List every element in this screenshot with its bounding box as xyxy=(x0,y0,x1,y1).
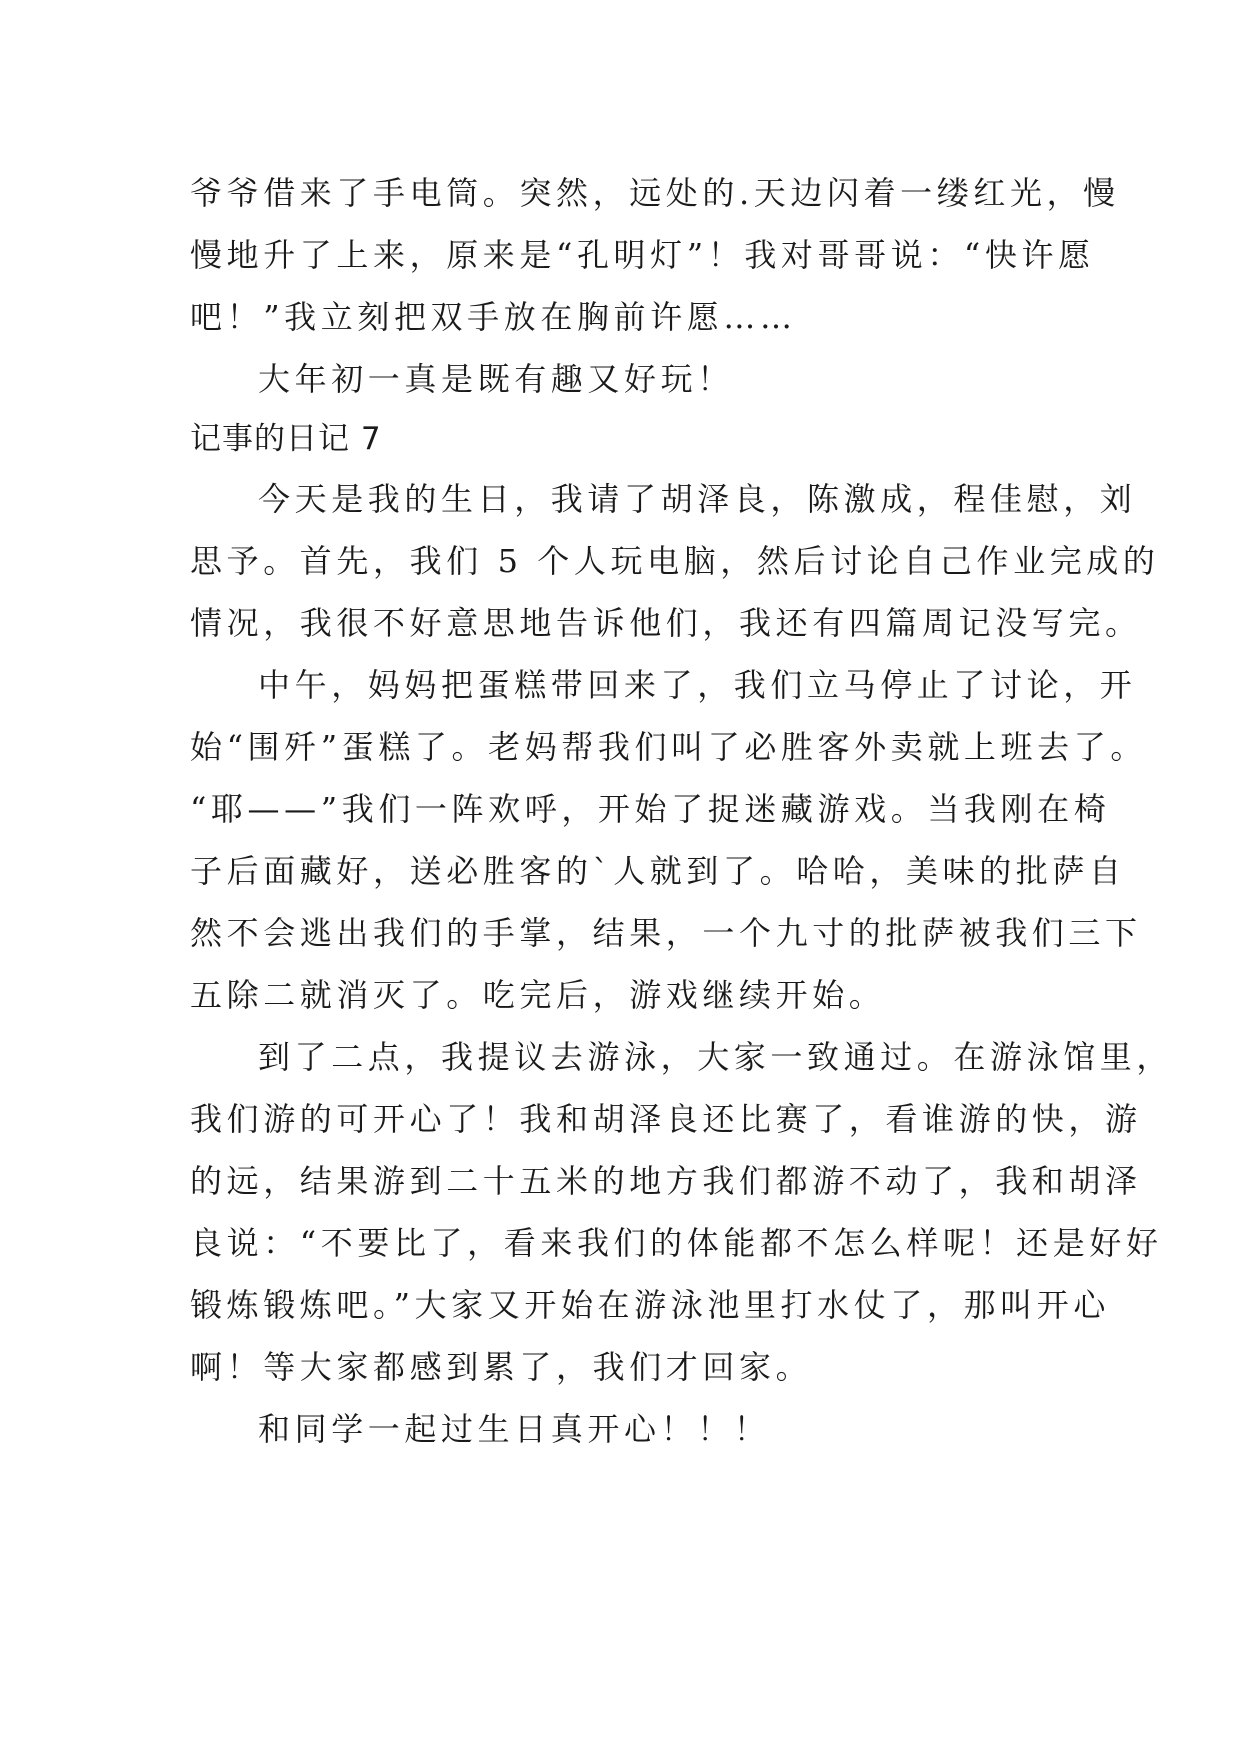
text-line: 情况，我很不好意思地告诉他们，我还有四篇周记没写完。 xyxy=(190,604,1142,642)
text-line: 子后面藏好，送必胜客的`人就到了。哈哈，美味的批萨自 xyxy=(190,852,1126,890)
text-line: 锻炼锻炼吧。”大家又开始在游泳池里打水仗了，那叫开心 xyxy=(190,1286,1110,1324)
text-line: 五除二就消灭了。吃完后，游戏继续开始。 xyxy=(190,976,886,1014)
text-line: 慢地升了上来，原来是“孔明灯”！我对哥哥说：“快许愿 xyxy=(190,236,1095,274)
document-body xyxy=(190,162,1174,1460)
text-line: 吧！”我立刻把双手放在胸前许愿…… xyxy=(190,298,797,336)
paragraph xyxy=(190,1398,1060,1460)
text-line: 和同学一起过生日真开心！！！ xyxy=(258,1410,771,1448)
text-line: 然不会逃出我们的手掌，结果，一个九寸的批萨被我们三下 xyxy=(190,914,1142,952)
text-line: 爷爷借来了手电筒。突然，远处的.天边闪着一缕红光，慢 xyxy=(190,174,1120,212)
previous-entry-closing: 大年初一真是既有趣又好玩！ xyxy=(258,360,734,398)
text-line: “耶——”我们一阵欢呼，开始了捉迷藏游戏。当我刚在椅 xyxy=(190,790,1111,828)
entry-title: 记事的日记 7 xyxy=(190,421,382,457)
previous-entry-tail xyxy=(190,162,1120,348)
paragraph xyxy=(190,468,1160,654)
paragraph xyxy=(190,654,1147,1026)
text-line: 啊！等大家都感到累了，我们才回家。 xyxy=(190,1348,813,1386)
text-line: 的远，结果游到二十五米的地方我们都游不动了，我和胡泽 xyxy=(190,1162,1142,1200)
paragraph xyxy=(190,1026,1174,1398)
text-line: 我们游的可开心了！我和胡泽良还比赛了，看谁游的快，游 xyxy=(190,1100,1142,1138)
text-line: 中午，妈妈把蛋糕带回来了，我们立马停止了讨论，开 xyxy=(258,666,1137,704)
text-line: 始“围歼”蛋糕了。老妈帮我们叫了必胜客外卖就上班去了。 xyxy=(190,728,1147,766)
text-line: 今天是我的生日，我请了胡泽良，陈激成，程佳慰，刘 xyxy=(258,480,1137,518)
text-line: 思予。首先，我们 5 个人玩电脑，然后讨论自己作业完成的 xyxy=(190,542,1160,580)
text-line: 良说：“不要比了，看来我们的体能都不怎么样呢！还是好好 xyxy=(190,1224,1163,1262)
text-line: 到了二点，我提议去游泳，大家一致通过。在游泳馆里， xyxy=(258,1038,1174,1076)
